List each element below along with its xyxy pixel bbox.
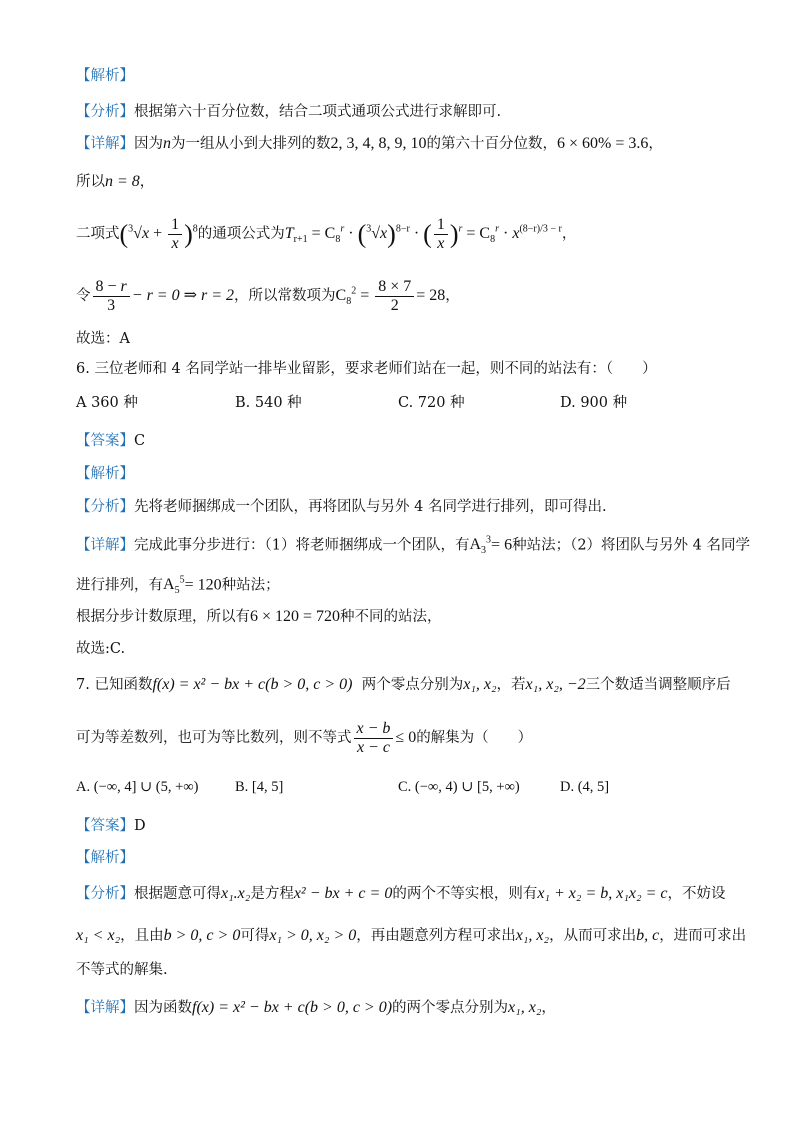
detail-text: 进行排列，有 — [76, 577, 163, 594]
combination-c82: $C_8^2$ = $\frac{8 \times 7}{2}$ — [336, 287, 417, 304]
punct: ， — [648, 136, 663, 152]
arrangement-a55: $A_5^5$ — [163, 575, 185, 597]
analysis-line — [76, 497, 607, 517]
zeros: x₁, x₂ — [463, 676, 497, 693]
answer-tag: 【答案】 — [76, 818, 134, 834]
answer-value: C — [134, 433, 146, 449]
question-6: 6. 三位老师和 4 名同学站一排毕业留影，要求老师们站在一起，则不同的站法有：（ ） — [76, 361, 657, 377]
binomial-expr: ($^3$√x + $\frac{1}{x}$ )$^8$ — [119, 216, 198, 252]
function-def: f(x) = x² − bx + c(b > 0, c > 0) — [192, 999, 393, 1016]
detail-text: 的第六十百分位数， — [426, 136, 557, 152]
var-n: n — [163, 135, 171, 152]
detail-text: 二项式 — [76, 226, 120, 243]
solve-r-line — [76, 278, 460, 315]
vieta: x₁ + x₂ = b, x₁x₂ = c — [537, 885, 668, 902]
answer-tag: 【答案】 — [76, 433, 134, 449]
detail-line-1 — [76, 134, 663, 154]
detail-tag: 【详解】 — [76, 537, 134, 554]
analysis-line-1: 【分析】根据题意可得x₁.x₂是方程x² − bx + c = 0的两个不等实根，则有x₁ + x₂ = b, x₁x₂ = c，不妨设 — [76, 885, 726, 902]
product-calc: 6 × 120 = 720 — [250, 608, 341, 625]
analysis-text: 根据第六十百分位数，结合二项式通项公式进行求解即可. — [134, 104, 502, 120]
answer-value: D — [134, 818, 146, 834]
detail-text: 根据分步计数原理，所以有 — [76, 609, 250, 625]
analysis-line-2: x₁ < x₂，且由b > 0, c > 0可得x₁ > 0, x₂ > 0，再由题意列方程可求出x₁, x₂，从而可求出b, c，进而可求出 — [76, 927, 747, 944]
number-list: 2, 3, 4, 8, 9, 10 — [330, 135, 427, 152]
r-fraction: $\frac{8 - r}{3}$ — [91, 287, 132, 304]
arrangement-a33: $A_3^3$ — [469, 535, 492, 557]
detail-text: 令 — [76, 288, 91, 305]
q6-option-a: A 360 种 — [76, 395, 138, 411]
constant-term-value: = 28 — [416, 287, 446, 305]
detail-line-1 — [76, 531, 750, 562]
percent-calc: 6 × 60% = 3.6 — [557, 135, 649, 152]
detail-line-3 — [76, 607, 442, 627]
three-numbers: x₁, x₂, −2 — [525, 676, 586, 693]
q6-option-c: C. 720 种 — [398, 395, 465, 411]
section-analysis-label: 【解析】 — [76, 850, 134, 866]
arrangement-a55-value: = 120 — [184, 576, 222, 594]
punct: ， — [561, 226, 577, 243]
choice-line: 故选：A — [76, 331, 130, 347]
q7-option-a: A. (−∞, 4] ∪ (5, +∞) — [76, 779, 199, 795]
function-def: f(x) = x² − bx + c(b > 0, c > 0) — [152, 676, 353, 693]
q6-option-b: B. 540 种 — [235, 395, 302, 411]
general-term-expr: $T_{r+1} = C_8^r \cdot (^3√x)^{8-r}$ · ( $\frac{1}{x}$ )$^r = C_8^r \cdot x^{(8-r)/3 - r}$ — [284, 216, 562, 252]
detail-text: ，所以常数项为 — [234, 288, 336, 305]
detail-text: 完成此事分步进行：（1）将老师捆绑成一个团队，有 — [134, 537, 470, 554]
analysis-tag: 【分析】 — [76, 104, 134, 120]
punct: ， — [445, 288, 460, 305]
section-analysis-label: 【解析】 — [76, 68, 134, 84]
analysis-tag: 【分析】 — [76, 886, 134, 902]
detail-tag: 【详解】 — [76, 1000, 134, 1016]
q7-option-d: D. (4, 5] — [560, 779, 610, 795]
n-equals: n = 8 — [105, 173, 140, 190]
inequality-fraction: $\frac{x - b}{x - c}$ — [352, 729, 396, 746]
analysis-tag: 【分析】 — [76, 499, 134, 515]
question-7-line-1: 7. 已知函数f(x) = x² − bx + c(b > 0, c > 0) 两个零点分别为x₁, x₂，若x₁, x₂, −2三个数适当调整顺序后 — [76, 676, 731, 693]
detail-line-2 — [76, 571, 280, 602]
answer-7 — [76, 816, 146, 836]
q7-option-c: C. (−∞, 4) ∪ [5, +∞) — [398, 779, 520, 795]
detail-text: 种站法； — [221, 577, 280, 594]
inequality-rhs: ≤ 0 — [395, 729, 417, 747]
detail-text: 的通项公式为 — [197, 226, 285, 243]
q6-option-d: D. 900 种 — [560, 395, 628, 411]
choice-line: 故选:C. — [76, 641, 126, 657]
answer-6 — [76, 431, 145, 451]
punct: ， — [139, 174, 155, 190]
detail-tag: 【详解】 — [76, 136, 134, 152]
analysis-line — [76, 102, 501, 122]
section-analysis-label: 【解析】 — [76, 466, 134, 482]
analysis-text: 先将老师捆绑成一个团队，再将团队与另外 4 名同学进行排列，即可得出. — [134, 499, 607, 515]
detail-line-1: 【详解】因为函数f(x) = x² − bx + c(b > 0, c > 0)的两个零点分别为x₁, x₂， — [76, 999, 556, 1016]
detail-text: 种不同的站法， — [340, 609, 442, 625]
detail-line-2 — [76, 172, 154, 192]
r-equation: − r = 0 ⇒ r = 2 — [131, 287, 235, 305]
binomial-line — [76, 216, 576, 253]
question-7-line-2: 可为等差数列，也可为等比数列，则不等式 $\frac{x - b}{x - c}$ ≤ 0的解集为（ ） — [76, 720, 533, 756]
detail-text: 为一组从小到大排列的数 — [171, 136, 331, 152]
arrangement-a33-value: = 6 — [491, 536, 513, 554]
analysis-line-3: 不等式的解集. — [76, 962, 168, 978]
quadratic-eq: x² − bx + c = 0 — [293, 885, 393, 902]
detail-text: 所以 — [76, 174, 105, 190]
detail-text: 因为 — [134, 136, 163, 152]
q7-option-b: B. [4, 5] — [235, 779, 284, 795]
detail-text: 种站法；（2）将团队与另外 4 名同学 — [512, 537, 750, 554]
